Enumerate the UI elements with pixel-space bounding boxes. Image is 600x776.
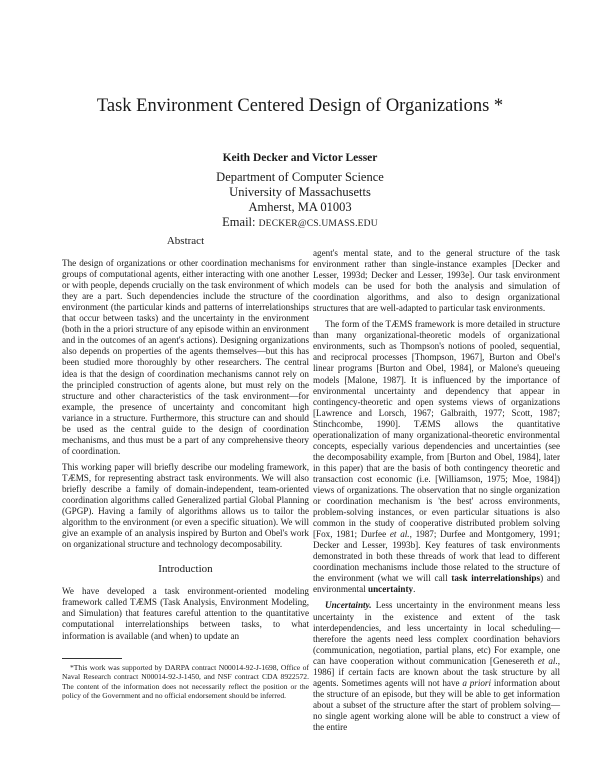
p2-bold-uncertainty: uncertainty (368, 584, 414, 595)
abstract-paragraph-2: This working paper will briefly describe our modeling framework, TÆMS, for representing abstract task environments. We will also briefly describe a family of domain-independent, team-oriented coordination algorithms called Generalized partial Global Planning (GPGP). Having a family of algorithms allows us to tailor the algorithm to the environment (or even a specific situation). We will give an example of an analysis inspired by Burton and Obel's work on organizational structure and technology decomposability. (62, 461, 309, 550)
email-label: Email: (222, 215, 256, 229)
affiliation-university: University of Massachusetts (229, 185, 371, 199)
paper-title: Task Environment Centered Design of Organizations * (96, 96, 504, 116)
right-paragraph-1: agent's mental state, and to the general structure of the task environment rather than single-instance examples [Decker and Lesser, 1993d; Decker and Lesser, 1993e]. Our task environment models can be used for both the analysis and simulation of coordination algorithms, and also to design organizational structures that are well-adapted to particular task environments. (313, 248, 560, 314)
p2-text-b: , 1987; Durfee and Montgomery, 1991; Decker and Lesser, 1993b]. Key features of task environments demonstrated in both these threads of work that lead to different coordination mechanisms include those related to the structure of the environment (what we will call (313, 529, 561, 584)
p3-a-priori: a priori (462, 677, 492, 688)
p3-text-c: information about the structure of an episode, but they will be able to get information about a subset of the structure after the start of problem solving—no single agent working alone will be able to construct a view of the entire (313, 677, 560, 732)
right-paragraph-3 (313, 600, 560, 733)
left-column (62, 236, 309, 701)
right-column (313, 248, 560, 733)
p3-text-a: Less uncertainty in the environment means less uncertainty in the existence and extent of the task interdependencies, and less uncertainty in local scheduling—therefore the agents need less complex coordination behaviors (communication, negotiation, partial plans, etc) For example, one can have cooperation without communication [Genesereth (313, 600, 560, 666)
email-address: DECKER@CS.UMASS.EDU (258, 219, 378, 229)
affiliation-city: Amherst, MA 01003 (248, 200, 352, 214)
affiliation-department: Department of Computer Science (216, 170, 384, 184)
footnote-divider (62, 658, 122, 659)
footnote: *This work was supported by DARPA contract N00014-92-J-1698, Office of Naval Research contract N00014-92-J-1450, and NSF contract CDA 8922572. The content of the information does not necessarily reflect the position or the policy of the Government and no official endorsement should be inferred. (62, 662, 309, 701)
p2-bold-task-interrelationships: task interrelationships (451, 573, 541, 584)
p2-text-a: The form of the TÆMS framework is more detailed in structure than many organizational-theoretic models of organizational environments, such as Thompson's notions of pooled, sequential, and reciprocal processes [Thompson, 1967], Burton and Obel's linear programs [Burton and Obel, 1984], or Malone's queueing models [Malone, 1987]. It is influenced by the importance of environmental uncertainty and dependency that appear in contingency-theoretic and open systems views of organizations [Lawrence and Lorsch, 1967; Galbraith, 1977; Scott, 1987; Stinchcombe, 1990]. TÆMS allows the quantitative operationalization of many organizational-theoretic environmental concepts, especially various dependencies and uncertainties (see the decomposability example, from [Burton and Obel, 1984], later in this paper) that are the basis of both contingency theoretic and transaction cost economic (i.e. [Williamson, 1975; Moe, 1984]) views of organizations. The observation that no single organization or coordination mechanism is 'the best' across environments, problem-solving instances, or even particular situations is also common in the study of cooperative distributed problem solving [Fox, 1981; Durfee (313, 319, 560, 540)
introduction-heading: Introduction (158, 563, 213, 576)
author-names: Keith Decker and Victor Lesser (222, 152, 378, 164)
p2-text-c: ) and environmental (313, 573, 560, 595)
p2-text-d: . (413, 584, 416, 595)
p2-etal: et al. (389, 529, 410, 540)
right-paragraph-2 (313, 319, 560, 595)
uncertainty-lead: Uncertainty. (325, 600, 372, 611)
p3-text-b: , 1986] if certain facts are known about the task structure by all agents. Sometimes agents will not have (313, 655, 561, 688)
abstract-heading: Abstract (166, 235, 205, 247)
introduction-paragraph-1: We have developed a task environment-oriented modeling framework called TÆMS (Task Analysis, Environment Modeling, and Simulation) that features careful attention to the quantitative computational interrelationships between tasks, to what information is available (and when) to update an (62, 586, 309, 641)
abstract-paragraph-1: The design of organizations or other coordination mechanisms for groups of computational agents, either interacting with one another or with people, depends crucially on the task environment of which they are a part. Such dependencies include the structure of the environment (the particular kinds and patterns of interrelationships that occur between tasks) and the uncertainty in the environment (both in the a priori structure of any episode within an environment and in the outcomes of an agent's actions). Designing organizations also depends on properties of the agents themselves—but this has been studied more thoroughly by other researchers. The central idea is that the design of coordination mechanisms cannot rely on the principled construction of agents alone, but must rely on the structure and other characteristics of the task environment—for example, the presence of uncertainty and concomitant high variance in a structure. Furthermore, this structure can and should be used as the central guide to the design of coordination mechanisms, and thus must be a part of any comprehensive theory of coordination. (62, 258, 309, 456)
p3-etal: et al. (537, 655, 558, 666)
affiliation-email (0, 215, 600, 230)
